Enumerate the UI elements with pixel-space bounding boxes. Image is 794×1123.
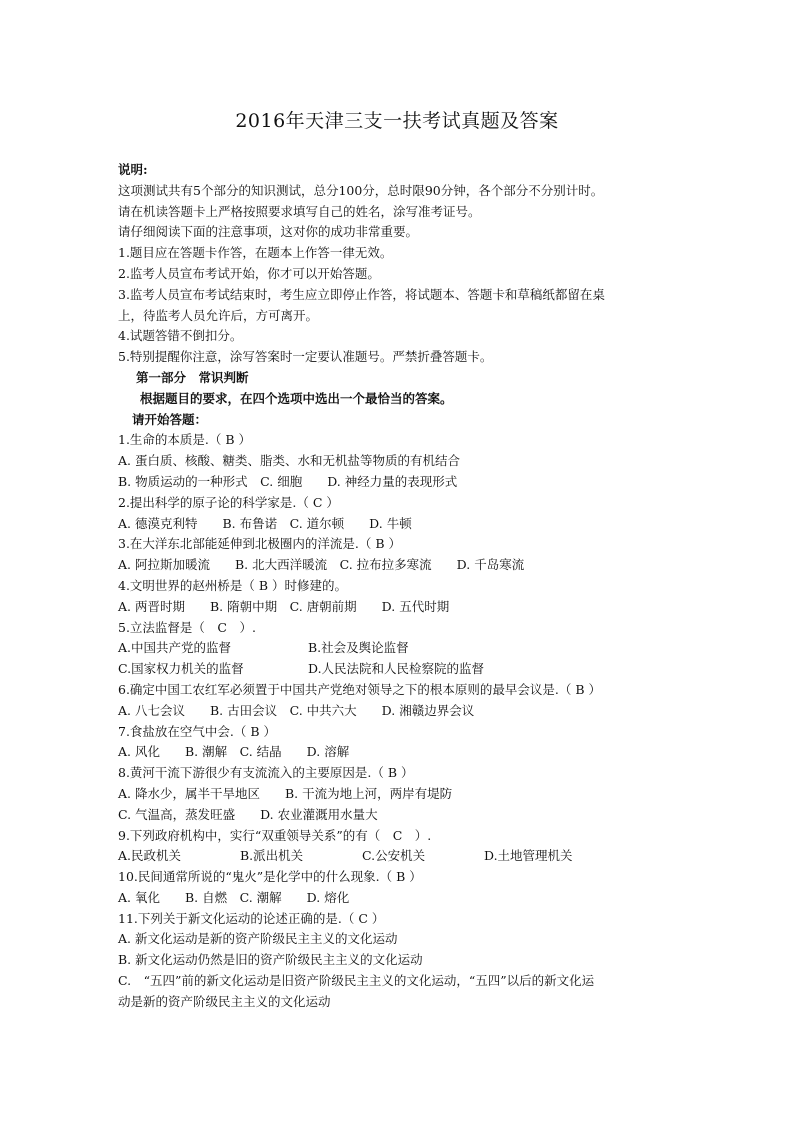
instructions-heading: 说明: — [118, 162, 148, 177]
option-b: B.社会及舆论监督 — [308, 640, 409, 656]
question-stem: 8.黄河干流下游很少有支流流入的主要原因是.（ B ） — [118, 765, 414, 781]
instruction-line: 这项测试共有5个部分的知识测试，总分100分，总时限90分钟，各个部分不分别计时。 — [118, 182, 604, 198]
question-options: A. 氧化 B. 自燃 C. 潮解 D. 熔化 — [118, 889, 350, 905]
question-stem: 9.下列政府机构中，实行“双重领导关系”的有（ C ）. — [118, 827, 432, 843]
question-options: A. 两晋时期 B. 隋朝中期 C. 唐朝前期 D. 五代时期 — [118, 598, 450, 614]
question-stem: 11.下列关于新文化运动的论述正确的是.（ C ） — [118, 910, 385, 926]
option-a: A.民政机关 — [118, 848, 182, 864]
instruction-line: 上，待监考人员允许后，方可离开。 — [118, 307, 319, 323]
question-stem: 4.文明世界的赵州桥是（ B ）时修建的。 — [118, 577, 348, 593]
question-options: A. 阿拉斯加暖流 B. 北大西洋暖流 C. 拉布拉多寒流 D. 千岛寒流 — [118, 557, 525, 573]
option-a: A.中国共产党的监督 — [118, 640, 232, 656]
question-options: A. 风化 B. 潮解 C. 结晶 D. 溶解 — [118, 744, 350, 760]
section-heading: 第一部分 常识判断 — [136, 369, 249, 385]
question-options: A. 德漠克利特 B. 布鲁诺 C. 道尔顿 D. 牛顿 — [118, 515, 412, 531]
question-options: C. 气温高，蒸发旺盛 D. 农业灌溉用水量大 — [118, 806, 378, 822]
option-b: B. 新文化运动仍然是旧的资产阶级民主主义的文化运动 — [118, 952, 423, 968]
question-stem: 10.民间通常所说的“鬼火”是化学中的什么现象.（ B ） — [118, 869, 422, 885]
option-d: D.人民法院和人民检察院的监督 — [308, 661, 485, 677]
instruction-line: 5.特别提醒你注意，涂写答案时一定要认准题号。严禁折叠答题卡。 — [118, 349, 493, 365]
instruction-line: 请仔细阅读下面的注意事项，这对你的成功非常重要。 — [118, 224, 419, 240]
question-stem: 5.立法监督是（ C ）. — [118, 619, 256, 635]
question-options: B. 物质运动的一种形式 C. 细胞 D. 神经力量的表现形式 — [118, 473, 458, 489]
question-stem: 7.食盐放在空气中会.（ B ） — [118, 723, 277, 739]
question-options: A. 八七会议 B. 古田会议 C. 中共六大 D. 湘赣边界会议 — [118, 702, 475, 718]
document-title: 2016年天津三支一扶考试真题及答案 — [235, 110, 559, 132]
section-start: 请开始答题： — [132, 411, 208, 427]
question-stem: 3.在大洋东北部能延伸到北极圈内的洋流是.（ B ） — [118, 536, 402, 552]
instruction-line: 2.监考人员宣布考试开始，你才可以开始答题。 — [118, 265, 380, 281]
option-c: C. “五四”前的新文化运动是旧资产阶级民主主义的文化运动，“五四”以后的新文化运 — [118, 973, 595, 989]
option-b: B.派出机关 — [240, 848, 304, 864]
instruction-line: 1.题目应在答题卡作答，在题本上作答一律无效。 — [118, 245, 393, 261]
question-stem: 2.提出科学的原子论的科学家是.（ C ） — [118, 494, 339, 510]
option-c: C.国家权力机关的监督 — [118, 661, 244, 677]
question-options: A. 降水少，属半干旱地区 B. 干流为地上河，两岸有堤防 — [118, 785, 453, 801]
question-stem: 1.生命的本质是.（ B ） — [118, 432, 252, 448]
option-c: C.公安机关 — [362, 848, 426, 864]
document-body — [118, 160, 688, 1013]
option-d: D.土地管理机关 — [484, 848, 573, 864]
instruction-line: 3.监考人员宣布考试结束时，考生应立即停止作答，将试题本、答题卡和草稿纸都留在桌 — [118, 286, 605, 302]
section-requirement: 根据题目的要求，在四个选项中选出一个最恰当的答案。 — [140, 390, 453, 406]
question-options: A. 蛋白质、核酸、糖类、脂类、水和无机盐等物质的有机结合 — [118, 453, 460, 469]
question-options — [118, 659, 688, 680]
option-a: A. 新文化运动是新的资产阶级民主主义的文化运动 — [118, 931, 398, 947]
question-options — [118, 638, 688, 659]
question-options — [118, 846, 688, 867]
question-stem: 6.确定中国工农红军必须置于中国共产党绝对领导之下的根本原则的最早会议是.（ B ） — [118, 681, 602, 697]
option-c-continued: 动是新的资产阶级民主主义的文化运动 — [118, 993, 331, 1009]
instruction-line: 请在机读答题卡上严格按照要求填写自己的姓名，涂写准考证号。 — [118, 203, 481, 219]
instruction-line: 4.试题答错不倒扣分。 — [118, 328, 243, 344]
